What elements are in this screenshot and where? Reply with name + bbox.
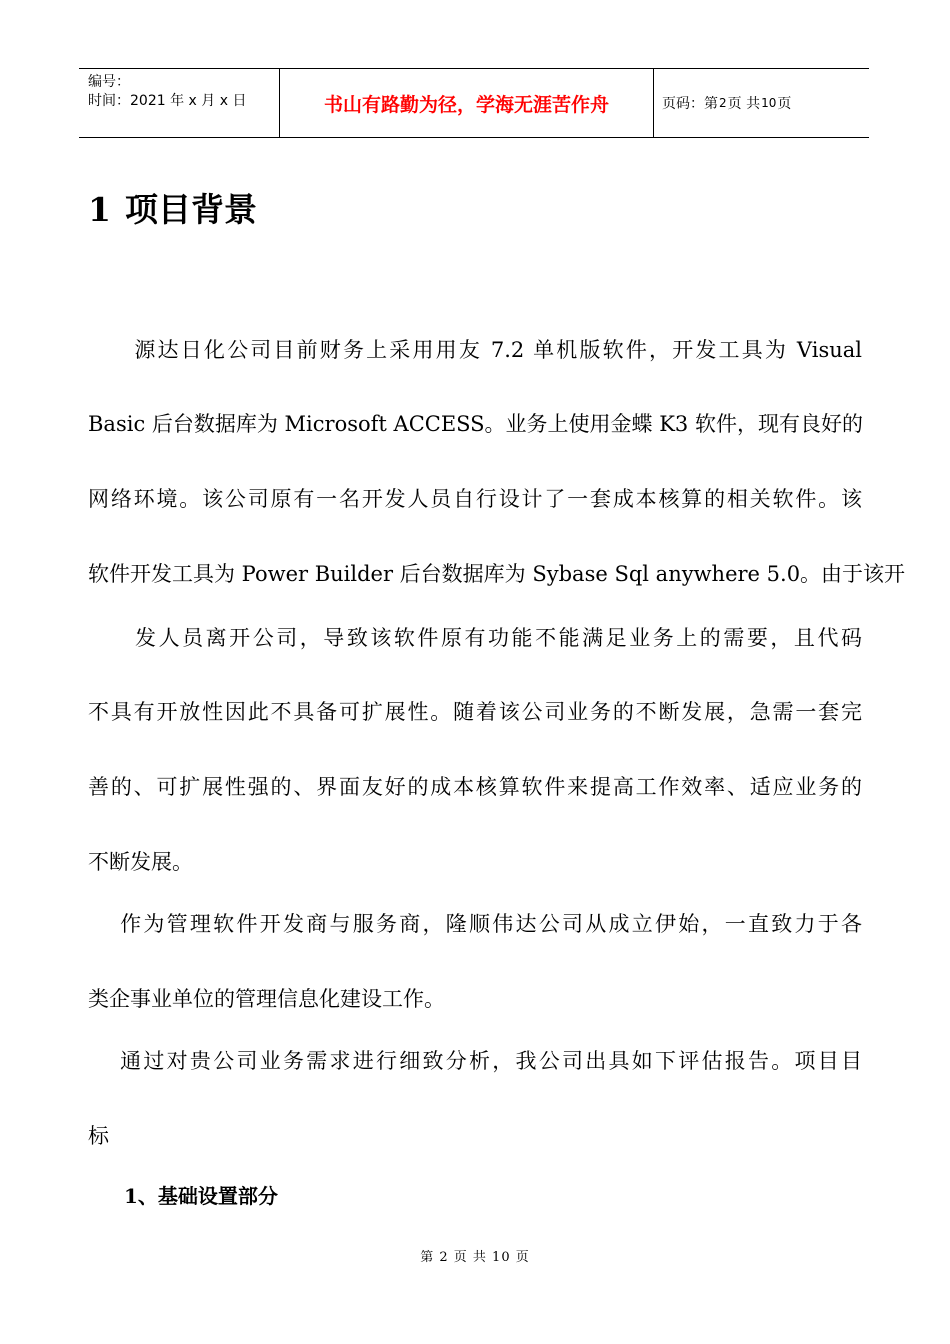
body-line-7: 善的、可扩展性强的、界面友好的成本核算软件来提高工作效率、适应业务的	[88, 775, 862, 799]
body-line-12: 标	[88, 1124, 109, 1148]
header-motto: 书山有路勤为径，学海无涯苦作舟	[280, 69, 654, 137]
page-number: 2	[719, 96, 727, 110]
page-footer: 第 2 页 共 10 页	[420, 1250, 530, 1265]
subheading: 1、基础设置部分	[124, 1184, 278, 1208]
document-code-label: 编号：	[88, 74, 130, 90]
body-line-9: 作为管理软件开发商与服务商，隆顺伟达公司从成立伊始，一直致力于各	[88, 912, 862, 936]
page-prefix: 页码：第	[662, 96, 718, 112]
page-header	[79, 68, 869, 138]
section-number: 1	[88, 190, 111, 229]
body-line-2: Basic 后台数据库为 Microsoft ACCESS。业务上使用金蝶 K3 软件，现有良好的	[88, 412, 863, 436]
section-title: 项目背景	[124, 190, 257, 229]
page-mid: 页 共	[727, 96, 761, 112]
body-line-3: 网络环境。该公司原有一名开发人员自行设计了一套成本核算的相关软件。该	[88, 487, 862, 511]
body-line-11: 通过对贵公司业务需求进行细致分析，我公司出具如下评估报告。项目目	[88, 1049, 862, 1073]
body-line-10: 类企事业单位的管理信息化建设工作。	[88, 987, 445, 1011]
body-line-5: 发人员离开公司，导致该软件原有功能不能满足业务上的需要，且代码	[88, 626, 862, 650]
header-page-info	[654, 69, 869, 137]
page-suffix: 页	[777, 96, 792, 112]
section-heading	[88, 186, 257, 234]
page-total: 10	[761, 96, 777, 110]
document-time-label: 时间：2021 年 x 月 x 日	[88, 93, 247, 109]
body-line-1: 源达日化公司目前财务上采用用友 7.2 单机版软件，开发工具为 Visual	[88, 338, 862, 362]
body-line-4: 软件开发工具为 Power Builder 后台数据库为 Sybase Sql anywhere 5.0。由于该开	[88, 562, 906, 586]
body-line-6: 不具有开放性因此不具备可扩展性。随着该公司业务的不断发展，急需一套完	[88, 700, 862, 724]
body-line-8: 不断发展。	[88, 850, 193, 874]
header-meta	[79, 69, 280, 137]
